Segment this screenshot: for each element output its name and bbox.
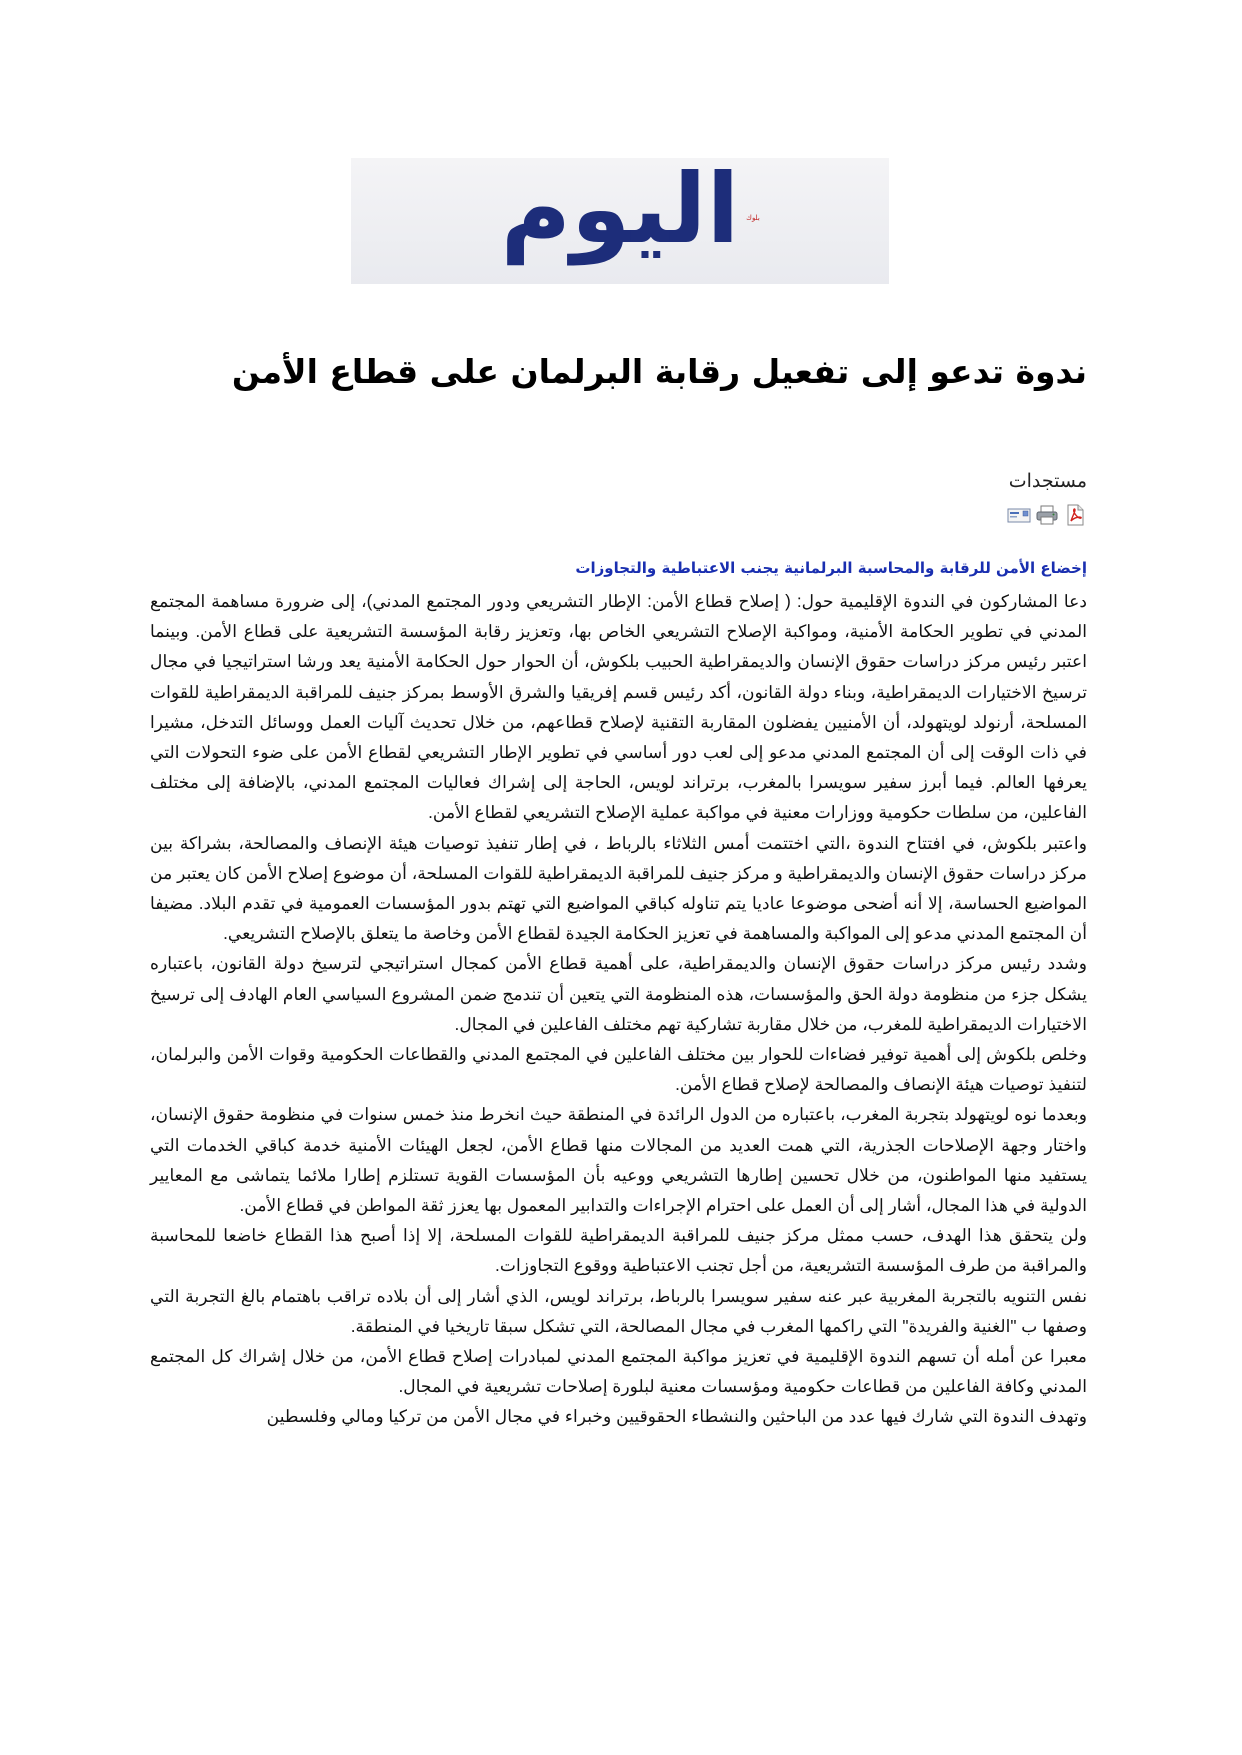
logo-small-text: بلوك (746, 214, 760, 222)
article-subheading: إخضاع الأمن للرقابة والمحاسبة البرلمانية يجنب الاعتباطية والتجاوزات (575, 559, 1087, 577)
article-headline: ندوة تدعو إلى تفعيل رقابة البرلمان على قطاع الأمن (231, 352, 1087, 391)
article-paragraph: واعتبر بلكوش، في افتتاح الندوة ،التي اختتمت أمس الثلاثاء بالرباط ، في إطار تنفيذ توصيات هيئة الإنصاف والمصالحة، بشراكة بين مركز دراسات حقوق الإنسان والديمقراطية و مركز جنيف للمراقبة الديمقراطية للقوات المسلحة، أن موضوع إصلاح الأمن كان يعتبر من المواضيع الحساسة، إلا أنه أضحى موضوعا عاديا يتم تناوله كباقي المواضيع التي تهتم بدور المؤسسات العمومية في تقدم البلاد. مضيفا أن المجتمع المدني مدعو إلى المواكبة والمساهمة في تعزيز الحكامة الجيدة لقطاع الأمن وخاصة ما يتعلق بالإصلاح التشريعي. (150, 832, 1087, 944)
article-paragraph: نفس التنويه بالتجربة المغربية عبر عنه سفير سويسرا بالرباط، برتراند لويس، الذي أشار إلى أن بلاده تراقب باهتمام بالغ التجربة التي وصفها ب "الغنية والفريدة" التي راكمها المغرب في مجال المصالحة، التي تشكل سبقا تاريخيا في المنطقة. (150, 1285, 1087, 1336)
newspaper-logo-icon (351, 158, 889, 284)
article-paragraph: ولن يتحقق هذا الهدف، حسب ممثل مركز جنيف للمراقبة الديمقراطية للقوات المسلحة، إلا إذا أصبح هذا القطاع خاضعا للمحاسبة والمراقبة من طرف المؤسسة التشريعية، من أجل تجنب الاعتباطية ووقوع التجاوزات. (150, 1225, 1087, 1276)
section-label[interactable]: مستجدات (1008, 471, 1087, 492)
article-paragraph: وشدد رئيس مركز دراسات حقوق الإنسان والديمقراطية، على أهمية قطاع الأمن كمجال استراتيجي لترسيخ دولة القانون، باعتباره يشكل جزء من منظومة دولة الحق والمؤسسات، هذه المنظومة التي يتعين أن تندمج ضمن المشروع السياسي العام الهادف إلى ترسيخ الاختيارات الديمقراطية للمغرب، من خلال مقاربة تشاركية تهم مختلف الفاعلين في المجال. (150, 953, 1087, 1034)
print-icon[interactable] (1035, 504, 1059, 526)
article-paragraph: دعا المشاركون في الندوة الإقليمية حول: ( إصلاح قطاع الأمن: الإطار التشريعي ودور المجتمع المدني)، إلى ضرورة مساهمة المجتمع المدني في تطوير الحكامة الأمنية، ومواكبة الإصلاح التشريعي الخاص بها، وتعزيز رقابة المؤسسة التشريعية على قطاع الأمن. وبينما اعتبر رئيس مركز دراسات حقوق الإنسان والديمقراطية الحبيب بلكوش، أن الحوار حول الحكامة الأمنية يعد ورشا استراتيجيا في مجال ترسيخ الاختيارات الديمقراطية، وبناء دولة القانون، أكد رئيس قسم إفريقيا والشرق الأوسط بمركز جنيف للمراقبة الديمقراطية للقوات المسلحة، أرنولد لويتهولد، أن الأمنيين يفضلون المقاربة التقنية لإصلاح قطاعهم، من خلال تحديث آليات العمل ووسائل التدخل، مشيرا في ذات الوقت إلى أن المجتمع المدني مدعو إلى لعب دور أساسي في تطوير الإطار التشريعي لقطاع الأمن على ضوء التحولات التي يعرفها العالم. فيما أبرز سفير سويسرا بالمغرب، برتراند لويس، الحاجة إلى إشراك فعاليات المجتمع المدني، بالإضافة إلى مختلف الفاعلين، من سلطات حكومية ووزارات معنية في مواكبة عملية الإصلاح التشريعي لقطاع الأمن. (150, 591, 1087, 823)
article-paragraph: وخلص بلكوش إلى أهمية توفير فضاءات للحوار بين مختلف الفاعلين في المجتمع المدني والقطاعات الحكومية وقوات الأمن والبرلمان، لتنفيذ توصيات هيئة الإنصاف والمصالحة لإصلاح قطاع الأمن. (150, 1044, 1087, 1095)
pdf-icon[interactable] (1063, 504, 1087, 526)
email-icon[interactable] (1007, 504, 1031, 526)
article-paragraph: معبرا عن أمله أن تسهم الندوة الإقليمية في تعزيز مواكبة المجتمع المدني لمبادرات إصلاح قطاع الأمن، من خلال إشراك كل المجتمع المدني وكافة الفاعلين من قطاعات حكومية ومؤسسات معنية لبلورة إصلاحات تشريعية في المجال. (150, 1346, 1087, 1397)
logo-text: اليوم (500, 158, 740, 265)
article-paragraph: وبعدما نوه لويتهولد بتجربة المغرب، باعتباره من الدول الرائدة في المنطقة حيث انخرط منذ خمس سنوات في منظومة حقوق الإنسان، واختار وجهة الإصلاحات الجذرية، التي همت العديد من المجالات منها قطاع الأمن، لجعل الهيئات الأمنية خدمة كباقي الخدمات التي يستفيد منها المواطنون، من خلال تحسين إطارها التشريعي ووعيه بأن المؤسسات القوية تستلزم إطارا ملائما يتماشى مع المعايير الدولية في هذا المجال، أشار إلى أن العمل على احترام الإجراءات والتدابير المعمول بها يعزز ثقة المواطن في قطاع الأمن. (150, 1104, 1087, 1216)
masthead-logo (351, 158, 889, 284)
article-tools (1007, 504, 1087, 526)
article-paragraph: وتهدف الندوة التي شارك فيها عدد من الباحثين والنشطاء الحقوقيين وخبراء في مجال الأمن من تركيا ومالي وفلسطين (266, 1406, 1087, 1427)
article-body (150, 586, 1087, 1432)
